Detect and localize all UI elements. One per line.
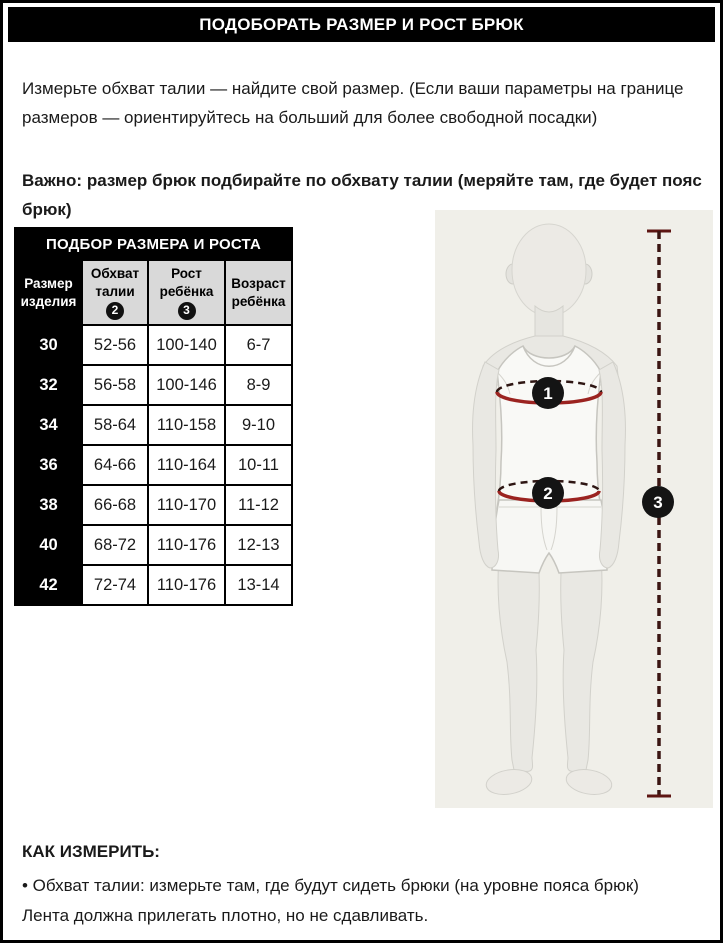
size-value: 30 — [15, 325, 82, 365]
height-value: 110-176 — [148, 525, 225, 565]
chest-marker-badge — [532, 377, 564, 409]
important-note: Важно: размер брюк подбирайте по обхвату талии (меряйте там, где будет пояс брюк) — [22, 171, 702, 219]
how-to-measure-title: КАК ИЗМЕРИТЬ: — [22, 842, 160, 861]
age-value: 11-12 — [225, 485, 292, 525]
size-table-header-row — [15, 260, 292, 325]
table-row — [15, 405, 292, 445]
intro-paragraph: Измерьте обхват талии — найдите свой размер. (Если ваши параметры на границе размеров — ориентируйтесь на больший для более свободной посадки) — [22, 79, 684, 127]
waist-value: 66-68 — [82, 485, 148, 525]
page-title-text: ПОДОБОРАТЬ РАЗМЕР И РОСТ БРЮК — [199, 14, 524, 34]
height-value: 100-146 — [148, 365, 225, 405]
waist-value: 52-56 — [82, 325, 148, 365]
column-header-height: Рост ребёнка 3 — [148, 260, 225, 325]
waist-number-badge: 2 — [106, 302, 124, 320]
table-row — [15, 485, 292, 525]
size-value: 38 — [15, 485, 82, 525]
waist-value: 72-74 — [82, 565, 148, 605]
waist-value: 56-58 — [82, 365, 148, 405]
height-number-badge: 3 — [178, 302, 196, 320]
height-value: 110-176 — [148, 565, 225, 605]
age-value: 8-9 — [225, 365, 292, 405]
size-table — [14, 227, 293, 606]
child-figure-svg — [435, 210, 713, 808]
height-value: 110-158 — [148, 405, 225, 445]
waist-value: 68-72 — [82, 525, 148, 565]
size-value: 42 — [15, 565, 82, 605]
how-to-measure-line1: • Обхват талии: измерьте там, где будут сидеть брюки (на уровне пояса брюк) — [22, 876, 639, 895]
how-to-measure-line2: Лента должна прилегать плотно, но не сдавливать. — [22, 906, 429, 925]
size-value: 32 — [15, 365, 82, 405]
table-row — [15, 565, 292, 605]
height-value: 110-164 — [148, 445, 225, 485]
measurement-illustration — [435, 210, 713, 808]
height-value: 110-170 — [148, 485, 225, 525]
age-value: 9-10 — [225, 405, 292, 445]
size-value: 34 — [15, 405, 82, 445]
waist-value: 64-66 — [82, 445, 148, 485]
waist-value: 58-64 — [82, 405, 148, 445]
table-row — [15, 365, 292, 405]
size-value: 40 — [15, 525, 82, 565]
column-header-size: Размер изделия — [15, 260, 82, 325]
column-header-waist: Обхват талии 2 — [82, 260, 148, 325]
height-marker-badge — [642, 486, 674, 518]
age-value: 13-14 — [225, 565, 292, 605]
table-row — [15, 445, 292, 485]
table-row — [15, 325, 292, 365]
size-table-title: ПОДБОР РАЗМЕРА И РОСТА — [15, 228, 292, 260]
how-to-measure-section — [22, 837, 717, 931]
page-title — [8, 7, 715, 42]
waist-marker-badge — [532, 477, 564, 509]
column-header-age: Возраст ребёнка — [225, 260, 292, 325]
chest-marker-number: 1 — [543, 384, 553, 403]
height-marker-number: 3 — [653, 493, 663, 512]
height-value: 100-140 — [148, 325, 225, 365]
size-value: 36 — [15, 445, 82, 485]
table-row — [15, 525, 292, 565]
age-value: 12-13 — [225, 525, 292, 565]
age-value: 10-11 — [225, 445, 292, 485]
size-table-container — [14, 227, 293, 606]
age-value: 6-7 — [225, 325, 292, 365]
size-table-title-row — [15, 228, 292, 260]
waist-marker-number: 2 — [543, 484, 553, 503]
